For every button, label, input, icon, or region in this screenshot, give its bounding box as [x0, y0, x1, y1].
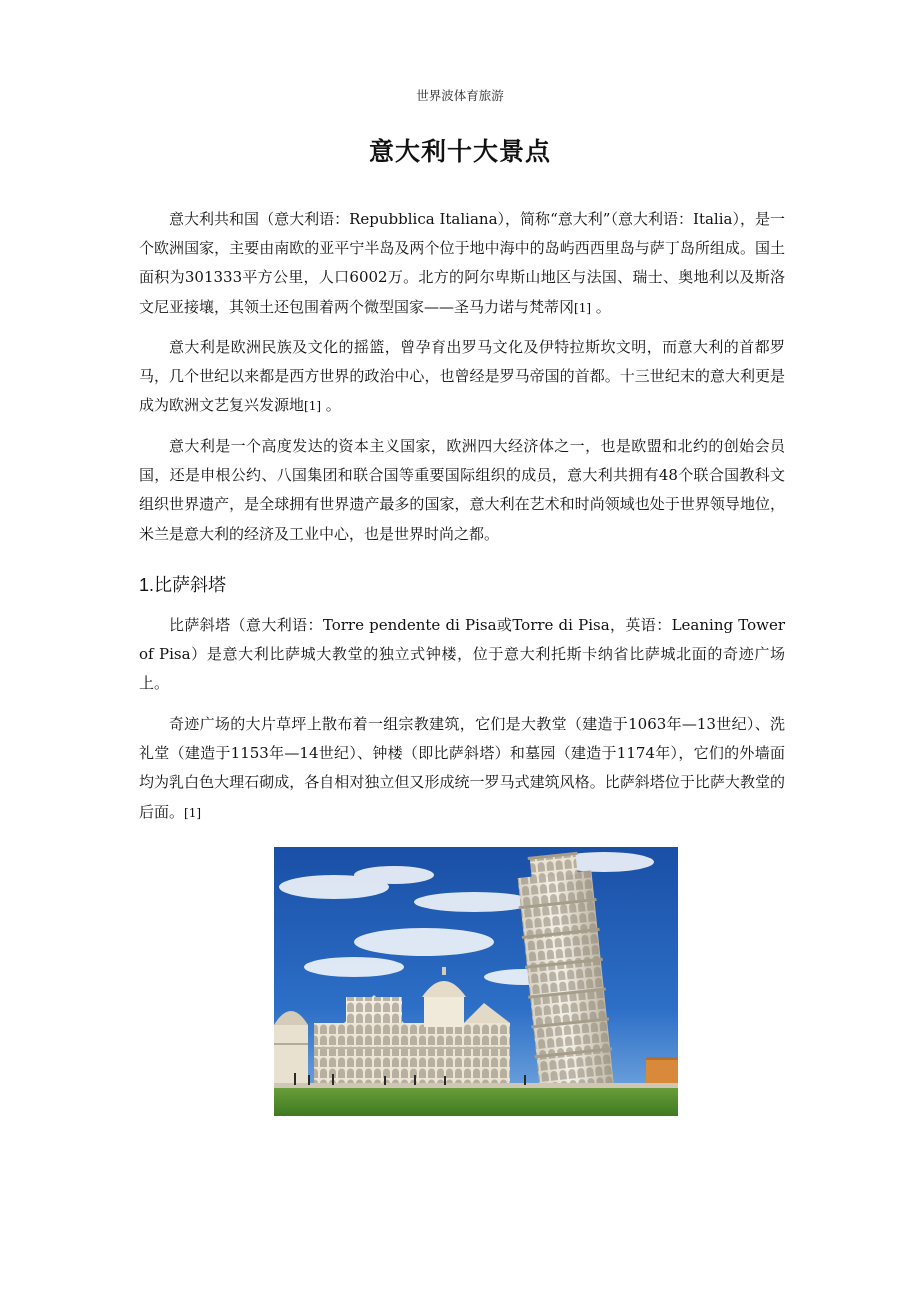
- reference-link[interactable]: [1]: [184, 805, 202, 820]
- section-heading: 1.比萨斜塔: [139, 575, 227, 595]
- paragraph-tail: 。: [591, 297, 611, 316]
- intro-paragraph-2: [139, 333, 785, 422]
- paragraph-text: 意大利是欧洲民族及文化的摇篮，曾孕育出罗马文化及伊特拉斯坎文明，而意大利的首都罗马，几个世纪以来都是西方世界的政治中心，也曾经是罗马帝国的首都。十三世纪末的意大利更是成为欧洲文艺复兴发源地: [139, 338, 785, 415]
- paragraph-text: 意大利是一个高度发达的资本主义国家，欧洲四大经济体之一，也是欧盟和北约的创始会员国，还是申根公约、八国集团和联合国等重要国际组织的成员，意大利共拥有48个联合国教科文组织世界遗产，是全球拥有世界遗产最多的国家，意大利在艺术和时尚领域也处于世界领导地位，米兰是意大利的经济及工业中心，也是世界时尚之都。: [139, 437, 785, 543]
- reference-link[interactable]: [1]: [574, 300, 592, 315]
- intro-paragraph-3: [139, 432, 785, 549]
- reference-link[interactable]: [1]: [304, 399, 322, 414]
- baptistery: [274, 1011, 308, 1087]
- paragraph-text: 比萨斜塔（意大利语：Torre pendente di Pisa或Torre di Pisa，英语：Leaning Tower of Pisa）是意大利比萨城大教堂的独立式钟楼，位于意大利托斯卡纳省比萨城北面的奇迹广场上。: [139, 616, 785, 693]
- section-paragraph-2: [139, 710, 785, 828]
- leaning-tower-photo: [274, 847, 678, 1116]
- paragraph-tail: 。: [321, 396, 341, 415]
- intro-paragraph-1: [139, 205, 785, 323]
- section-paragraph-1: [139, 611, 785, 699]
- paragraph-text: 意大利共和国（意大利语：Repubblica Italiana），简称“意大利”（意大利语：Italia），是一个欧洲国家，主要由南欧的亚平宁半岛及两个位于地中海中的岛屿西西里岛与萨丁岛所组成。国土面积为301333平方公里，人口6002万。北方的阿尔卑斯山地区与法国、瑞士、奥地利以及斯洛文尼亚接壤，其领土还包围着两个微型国家——圣马力诺与梵蒂冈: [139, 210, 785, 316]
- page-header: 世界波体育旅游: [416, 88, 504, 103]
- grass: [274, 1087, 678, 1116]
- page-title: 意大利十大景点: [368, 137, 551, 166]
- walkway: [274, 1083, 678, 1088]
- paragraph-text: 奇迹广场的大片草坪上散布着一组宗教建筑，它们是大教堂（建造于1063年—13世纪）、洗礼堂（建造于1153年—14世纪）、钟楼（即比萨斜塔）和墓园（建造于1174年），它们的外墙面均为乳白色大理石砌成，各自相对独立但又形成统一罗马式建筑风格。比萨斜塔位于比萨大教堂的后面。: [139, 715, 785, 821]
